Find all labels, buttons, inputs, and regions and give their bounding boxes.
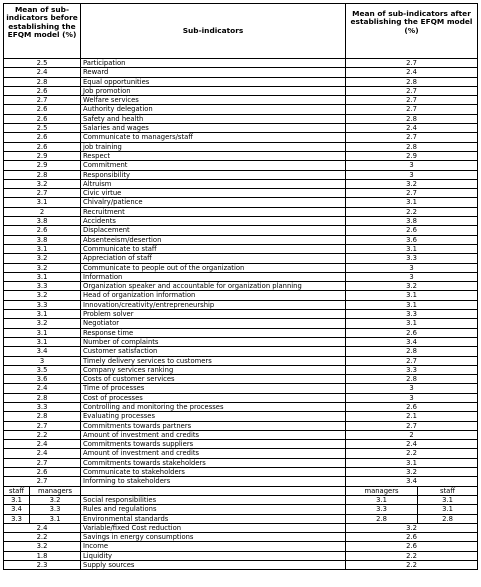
sub-indicator-name: Respect: [81, 151, 346, 160]
after-value: 2.4: [346, 440, 478, 449]
after-value: 2.8: [346, 77, 478, 86]
before-value: 2.7: [4, 458, 81, 467]
sub-indicator-name: Absenteeism/desertion: [81, 235, 346, 244]
table-row: [4, 282, 478, 291]
split-row: [4, 505, 478, 514]
after-staff-value: 3.1: [418, 505, 478, 514]
after-value: 2.6: [346, 402, 478, 411]
sub-indicator-name: Amount of investment and credits: [81, 449, 346, 458]
sub-indicator-name: Evaluating processes: [81, 412, 346, 421]
before-value: 3.4: [4, 347, 81, 356]
table-row: [4, 337, 478, 346]
before-value: 3.3: [4, 402, 81, 411]
table-row: [4, 114, 478, 123]
before-value: 1.8: [4, 551, 81, 560]
before-staff-value: 3.1: [4, 495, 30, 504]
before-managers-value: 3.1: [30, 514, 81, 523]
before-value: 2.2: [4, 533, 81, 542]
sub-indicator-name: Amount of investment and credits: [81, 430, 346, 439]
sub-indicator-name: Commitments towards stakeholders: [81, 458, 346, 467]
before-value: 2.6: [4, 142, 81, 151]
table-row: [4, 375, 478, 384]
before-value: 2.9: [4, 151, 81, 160]
sub-indicator-name: Accidents: [81, 217, 346, 226]
after-value: 3.3: [346, 365, 478, 374]
table-row: [4, 533, 478, 542]
before-staff-value: 3.4: [4, 505, 30, 514]
sub-indicator-name: Controlling and monitoring the processes: [81, 402, 346, 411]
table-row: [4, 365, 478, 374]
before-value: 2.8: [4, 77, 81, 86]
sub-indicator-name: job training: [81, 142, 346, 151]
sub-indicator-name: Commitment: [81, 161, 346, 170]
before-value: 3.6: [4, 375, 81, 384]
sub-indicator-name: Recruitment: [81, 207, 346, 216]
before-value: 2.4: [4, 523, 81, 532]
after-value: 3.1: [346, 198, 478, 207]
after-value: 3.1: [346, 300, 478, 309]
before-value: 2.3: [4, 561, 81, 570]
after-value: 3.1: [346, 458, 478, 467]
table-row: [4, 458, 478, 467]
after-value: 2.7: [346, 356, 478, 365]
table-row: [4, 291, 478, 300]
after-value: 2.8: [346, 375, 478, 384]
table-row: [4, 468, 478, 477]
after-value: 2.8: [346, 114, 478, 123]
table-row: [4, 86, 478, 95]
table-row: [4, 96, 478, 105]
split-row: [4, 514, 478, 523]
after-managers-value: 3.3: [346, 505, 418, 514]
after-value: 3.2: [346, 282, 478, 291]
before-staff-value: 3.3: [4, 514, 30, 523]
table-row: [4, 133, 478, 142]
before-value: 2.2: [4, 430, 81, 439]
table-row: [4, 542, 478, 551]
table-row: [4, 393, 478, 402]
sub-indicator-name: Liquidity: [81, 551, 346, 560]
sub-indicator-name: Commitments towards suppliers: [81, 440, 346, 449]
after-value: 3: [346, 161, 478, 170]
before-value: 3.2: [4, 319, 81, 328]
before-value: 2.4: [4, 384, 81, 393]
before-value: 3: [4, 356, 81, 365]
table-row: [4, 449, 478, 458]
after-staff-value: 3.1: [418, 495, 478, 504]
before-value: 3.5: [4, 365, 81, 374]
sub-indicator-name: Savings in energy consumptions: [81, 533, 346, 542]
before-value: 3.2: [4, 254, 81, 263]
sub-indicator-name: Timely delivery services to customers: [81, 356, 346, 365]
before-value: 2.4: [4, 449, 81, 458]
before-value: 2.6: [4, 468, 81, 477]
sub-indicator-name: Communicate to stakeholders: [81, 468, 346, 477]
table-row: [4, 328, 478, 337]
after-value: 2.2: [346, 551, 478, 560]
after-value: 3.6: [346, 235, 478, 244]
after-value: 3: [346, 263, 478, 272]
before-managers-value: 3.3: [30, 505, 81, 514]
table-row: [4, 77, 478, 86]
after-value: 2.8: [346, 142, 478, 151]
table-row: [4, 421, 478, 430]
after-value: 2.7: [346, 421, 478, 430]
after-value: 3.2: [346, 179, 478, 188]
table-row: [4, 142, 478, 151]
table-row: [4, 179, 478, 188]
after-value: 2.4: [346, 124, 478, 133]
sub-indicator-name: Equal opportunities: [81, 77, 346, 86]
table-row: [4, 254, 478, 263]
tail-section: [4, 523, 478, 569]
after-value: 3.3: [346, 254, 478, 263]
sub-indicator-name: Environmental standards: [81, 514, 346, 523]
after-managers-value: 3.1: [346, 495, 418, 504]
after-value: 2.6: [346, 533, 478, 542]
after-value: 2.7: [346, 59, 478, 68]
sub-indicator-name: Head of organization information: [81, 291, 346, 300]
header-before: Mean of sub-indicators before establishing the EFQM model (%): [4, 4, 81, 59]
table-row: [4, 356, 478, 365]
sub-indicator-name: Social responsibilities: [81, 495, 346, 504]
sub-indicator-name: Authority delegation: [81, 105, 346, 114]
before-value: 2.8: [4, 170, 81, 179]
sub-indicator-name: Job promotion: [81, 86, 346, 95]
split-header-managers-before: managers: [30, 486, 81, 495]
before-value: 3.8: [4, 235, 81, 244]
after-value: 2.6: [346, 226, 478, 235]
table-row: [4, 198, 478, 207]
split-header-staff-after: staff: [418, 486, 478, 495]
sub-indicator-name: Displacement: [81, 226, 346, 235]
before-value: 2.6: [4, 86, 81, 95]
before-value: 2.7: [4, 421, 81, 430]
table-row: [4, 217, 478, 226]
before-value: 3.1: [4, 328, 81, 337]
table-row: [4, 207, 478, 216]
before-value: 2.6: [4, 133, 81, 142]
before-value: 2.9: [4, 161, 81, 170]
table-row: [4, 272, 478, 281]
after-value: 2.7: [346, 86, 478, 95]
header-row: [4, 4, 478, 59]
before-value: 2.8: [4, 393, 81, 402]
table-row: [4, 189, 478, 198]
before-value: 2.6: [4, 226, 81, 235]
before-value: 2.7: [4, 96, 81, 105]
sub-indicator-name: Responsibility: [81, 170, 346, 179]
before-value: 2.7: [4, 189, 81, 198]
table-row: [4, 105, 478, 114]
before-value: 3.2: [4, 291, 81, 300]
before-value: 3.8: [4, 217, 81, 226]
sub-indicator-name: Welfare services: [81, 96, 346, 105]
table-row: [4, 161, 478, 170]
sub-indicator-name: Company services ranking: [81, 365, 346, 374]
split-header-staff-before: staff: [4, 486, 30, 495]
table-row: [4, 235, 478, 244]
sub-indicator-name: Cost of processes: [81, 393, 346, 402]
after-value: 3.2: [346, 523, 478, 532]
sub-indicator-name: Salaries and wages: [81, 124, 346, 133]
sub-indicator-name: Time of processes: [81, 384, 346, 393]
after-value: 2.4: [346, 68, 478, 77]
sub-indicator-name: Civic virtue: [81, 189, 346, 198]
after-value: 2.9: [346, 151, 478, 160]
after-value: 3.4: [346, 337, 478, 346]
after-value: 2.7: [346, 105, 478, 114]
before-value: 3.3: [4, 300, 81, 309]
table-row: [4, 412, 478, 421]
before-value: 2: [4, 207, 81, 216]
before-value: 3.2: [4, 542, 81, 551]
sub-indicator-name: Customer satisfaction: [81, 347, 346, 356]
sub-indicator-name: Negotiator: [81, 319, 346, 328]
after-value: 3.2: [346, 468, 478, 477]
sub-indicator-name: Costs of customer services: [81, 375, 346, 384]
sub-indicator-name: Rules and regulations: [81, 505, 346, 514]
table-row: [4, 68, 478, 77]
after-value: 2.6: [346, 328, 478, 337]
before-value: 3.2: [4, 263, 81, 272]
sub-indicator-name: Innovation/creativity/entrepreneurship: [81, 300, 346, 309]
before-value: 3.1: [4, 272, 81, 281]
table-row: [4, 226, 478, 235]
table-row: [4, 551, 478, 560]
table-row: [4, 477, 478, 486]
after-value: 2.1: [346, 412, 478, 421]
sub-indicator-name: Safety and health: [81, 114, 346, 123]
after-value: 2.7: [346, 189, 478, 198]
after-value: 3.1: [346, 319, 478, 328]
before-value: 2.6: [4, 105, 81, 114]
table-row: [4, 347, 478, 356]
table-row: [4, 384, 478, 393]
before-value: 2.5: [4, 59, 81, 68]
sub-indicator-name: Problem solver: [81, 310, 346, 319]
sub-indicator-name: Income: [81, 542, 346, 551]
sub-indicator-name: Communicate to managers/staff: [81, 133, 346, 142]
split-row: [4, 495, 478, 504]
sub-indicator-name: Variable/fixed Cost reduction: [81, 523, 346, 532]
sub-indicator-name: Participation: [81, 59, 346, 68]
after-value: 3.4: [346, 477, 478, 486]
table-row: [4, 402, 478, 411]
table-row: [4, 263, 478, 272]
before-value: 3.1: [4, 244, 81, 253]
sub-indicator-name: Altruism: [81, 179, 346, 188]
table-row: [4, 124, 478, 133]
after-value: 3: [346, 384, 478, 393]
before-value: 2.4: [4, 440, 81, 449]
header-after: Mean of sub-indicators after establishing the EFQM model (%): [346, 4, 478, 59]
before-value: 2.5: [4, 124, 81, 133]
before-value: 2.4: [4, 68, 81, 77]
after-value: 2: [346, 430, 478, 439]
before-value: 2.7: [4, 477, 81, 486]
before-value: 3.1: [4, 337, 81, 346]
table-row: [4, 523, 478, 532]
before-value: 2.8: [4, 412, 81, 421]
table-row: [4, 170, 478, 179]
table-row: [4, 319, 478, 328]
sub-indicator-name: Supply sources: [81, 561, 346, 570]
sub-indicator-name: Reward: [81, 68, 346, 77]
table-row: [4, 310, 478, 319]
table-row: [4, 440, 478, 449]
after-value: 2.2: [346, 449, 478, 458]
after-value: 3: [346, 393, 478, 402]
table-row: [4, 430, 478, 439]
table-body: [4, 59, 478, 487]
header-sub-indicators: Sub-indicators: [81, 4, 346, 59]
sub-indicators-table: [3, 3, 478, 570]
table-row: [4, 151, 478, 160]
table-row: [4, 244, 478, 253]
before-managers-value: 3.2: [30, 495, 81, 504]
sub-indicator-name: Communicate to staff: [81, 244, 346, 253]
sub-indicator-name: Commitments towards partners: [81, 421, 346, 430]
sub-indicator-name: Informing to stakeholders: [81, 477, 346, 486]
before-value: 2.6: [4, 114, 81, 123]
before-value: 3.1: [4, 198, 81, 207]
sub-indicator-name: Communicate to people out of the organization: [81, 263, 346, 272]
after-value: 3.1: [346, 291, 478, 300]
split-section: [4, 486, 478, 523]
after-value: 3.1: [346, 244, 478, 253]
split-header-blank: [81, 486, 346, 495]
after-value: 2.8: [346, 347, 478, 356]
before-value: 3.3: [4, 282, 81, 291]
efqm-table-page: [3, 3, 478, 570]
after-value: 2.7: [346, 96, 478, 105]
sub-indicator-name: Organization speaker and accountable for organization planning: [81, 282, 346, 291]
sub-indicator-name: Number of complaints: [81, 337, 346, 346]
split-header-managers-after: managers: [346, 486, 418, 495]
before-value: 3.2: [4, 179, 81, 188]
sub-indicator-name: Information: [81, 272, 346, 281]
table-row: [4, 59, 478, 68]
sub-indicator-name: Chivalry/patience: [81, 198, 346, 207]
after-value: 2.7: [346, 133, 478, 142]
table-row: [4, 561, 478, 570]
after-managers-value: 2.8: [346, 514, 418, 523]
after-value: 3.3: [346, 310, 478, 319]
after-staff-value: 2.8: [418, 514, 478, 523]
after-value: 3.8: [346, 217, 478, 226]
after-value: 2.6: [346, 542, 478, 551]
after-value: 3: [346, 272, 478, 281]
after-value: 2.2: [346, 561, 478, 570]
table-row: [4, 300, 478, 309]
sub-indicator-name: Appreciation of staff: [81, 254, 346, 263]
before-value: 3.1: [4, 310, 81, 319]
after-value: 3: [346, 170, 478, 179]
after-value: 2.2: [346, 207, 478, 216]
split-header-row: [4, 486, 478, 495]
sub-indicator-name: Response time: [81, 328, 346, 337]
